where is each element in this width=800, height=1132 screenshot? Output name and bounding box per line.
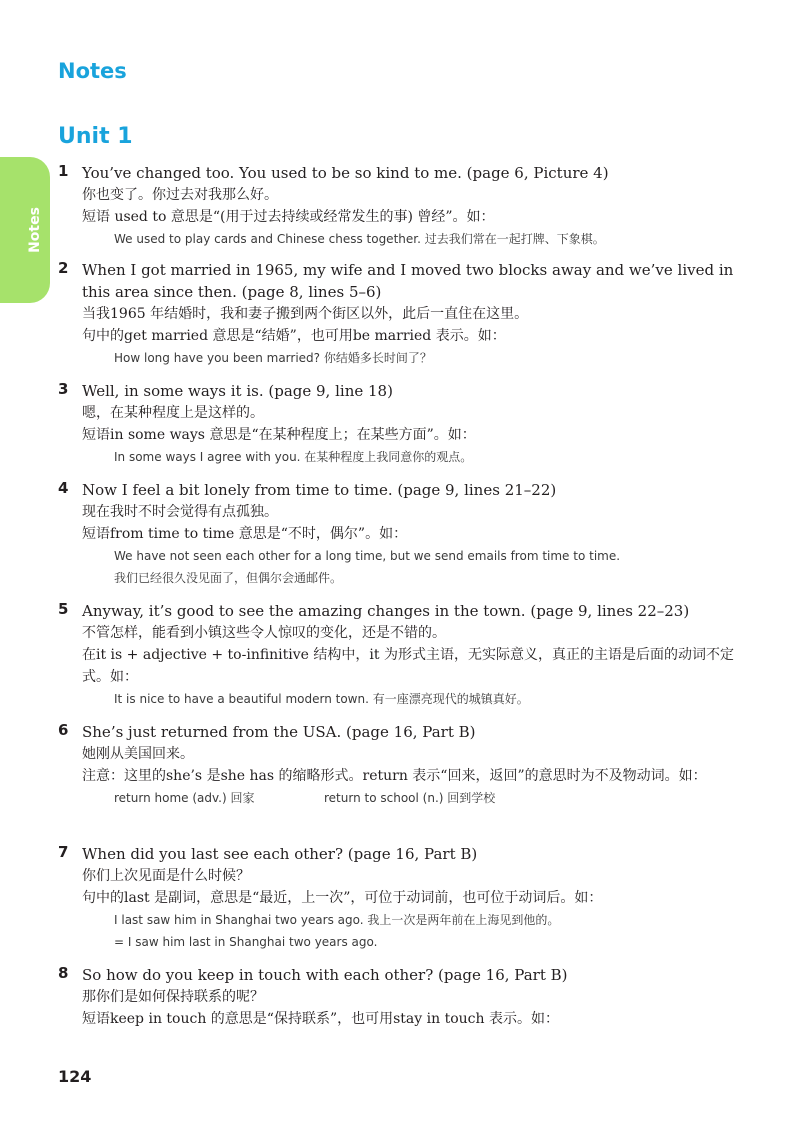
note-explanation: 句中的last 是副词，意思是“最近，上一次”，可位于动词前，也可位于动词后。如：	[82, 890, 603, 906]
note-translation: 不管怎样，能看到小镇这些令人惊叹的变化，还是不错的。	[82, 625, 446, 641]
note-explanation: 短语keep in touch 的意思是“保持联系”，也可用stay in touch 表示。如：	[82, 1011, 559, 1027]
note-explanation: 句中的get married 意思是“结婚”，也可用be married 表示。如：	[82, 328, 506, 344]
note-item	[58, 259, 748, 369]
note-translation: 嗯，在某种程度上是这样的。	[82, 405, 264, 421]
note-sentence: So how do you keep in touch with each other? (page 16, Part B)	[82, 966, 568, 984]
note-example-translation: 我们已经很久没见面了，但偶尔会通邮件。	[114, 571, 343, 585]
page-title: Notes	[58, 59, 127, 83]
note-translation: 你们上次见面是什么时候？	[82, 868, 250, 884]
note-explanation: 短语 used to 意思是“(用于过去持续或经常发生的事) 曾经”。如：	[82, 209, 495, 225]
unit-title: Unit 1	[58, 124, 133, 149]
note-example: We have not seen each other for a long time, but we send emails from time to time.	[114, 549, 621, 563]
note-example: We used to play cards and Chinese chess together. 过去我们常在一起打牌、下象棋。	[114, 232, 605, 246]
note-sentence: When did you last see each other? (page 16, Part B)	[82, 845, 478, 863]
note-example: = I saw him last in Shanghai two years ago.	[114, 935, 378, 949]
note-translation: 那你们是如何保持联系的呢？	[82, 989, 264, 1005]
note-number: 1	[58, 162, 69, 180]
page-number: 124	[58, 1067, 92, 1086]
note-explanation: 在it is + adjective + to-infinitive 结构中，it 为形式主语，无实际意义，真正的主语是后面的动词不定式。如：	[82, 647, 734, 685]
note-example: How long have you been married? 你结婚多长时间了？	[114, 351, 432, 365]
note-sentence: She’s just returned from the USA. (page 16, Part B)	[82, 723, 476, 741]
note-example-row	[82, 787, 748, 809]
note-sentence: You’ve changed too. You used to be so kind to me. (page 6, Picture 4)	[82, 164, 609, 182]
note-item	[58, 964, 748, 1030]
note-number: 5	[58, 600, 69, 618]
note-number: 6	[58, 721, 69, 739]
note-example: return home (adv.) 回家	[114, 791, 255, 805]
note-explanation: 注意：这里的she’s 是she has 的缩略形式。return 表示“回来，返回”的意思时为不及物动词。如：	[82, 768, 707, 784]
note-example: I last saw him in Shanghai two years ago. 我上一次是两年前在上海见到他的。	[114, 913, 560, 927]
side-tab-label: Notes	[27, 207, 43, 253]
note-translation: 她刚从美国回来。	[82, 746, 194, 762]
note-translation: 现在我时不时会觉得有点孤独。	[82, 504, 278, 520]
note-number: 7	[58, 843, 69, 861]
note-example: It is nice to have a beautiful modern town. 有一座漂亮现代的城镇真好。	[114, 692, 529, 706]
note-item	[58, 843, 748, 953]
note-sentence: Now I feel a bit lonely from time to time. (page 9, lines 21–22)	[82, 481, 557, 499]
note-number: 4	[58, 479, 69, 497]
note-sentence: Anyway, it’s good to see the amazing changes in the town. (page 9, lines 22–23)	[82, 602, 690, 620]
note-item	[58, 380, 748, 468]
note-item	[58, 479, 748, 589]
note-item	[58, 721, 748, 809]
note-translation: 你也变了。你过去对我那么好。	[82, 187, 278, 203]
note-sentence: When I got married in 1965, my wife and I moved two blocks away and we’ve lived in this area since then. (page 8, lines 5–6)	[82, 261, 734, 301]
note-number: 8	[58, 964, 69, 982]
note-number: 3	[58, 380, 69, 398]
note-explanation: 短语from time to time 意思是“不时，偶尔”。如：	[82, 526, 408, 542]
note-number: 2	[58, 259, 69, 277]
note-item	[58, 162, 748, 250]
note-sentence: Well, in some ways it is. (page 9, line 18)	[82, 382, 393, 400]
note-item	[58, 600, 748, 710]
note-translation: 当我1965 年结婚时，我和妻子搬到两个街区以外，此后一直住在这里。	[82, 306, 529, 322]
note-explanation: 短语in some ways 意思是“在某种程度上；在某些方面”。如：	[82, 427, 476, 443]
note-example: return to school (n.) 回到学校	[324, 791, 496, 805]
note-example: In some ways I agree with you. 在某种程度上我同意你的观点。	[114, 450, 473, 464]
